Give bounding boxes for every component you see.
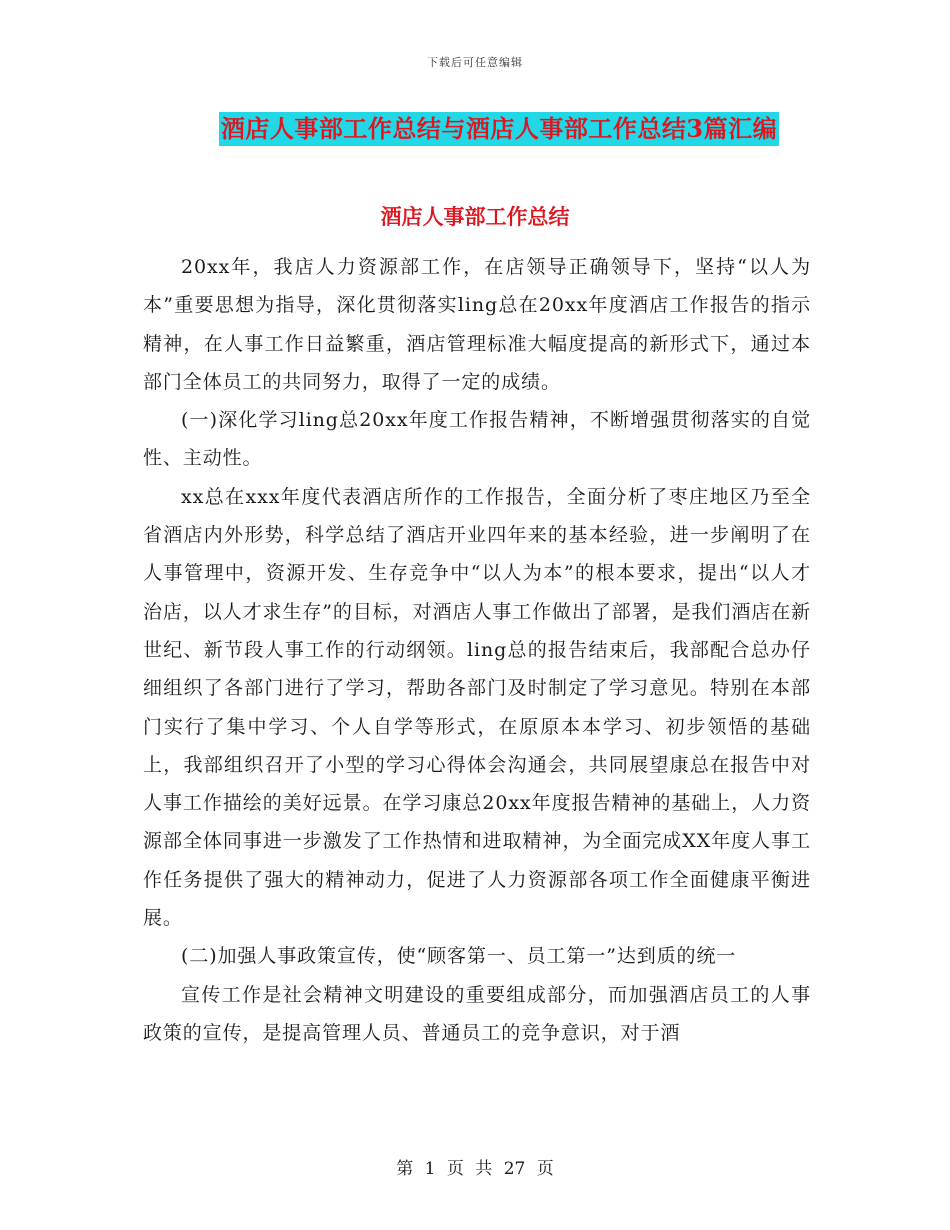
document-body <box>143 248 811 1052</box>
paragraph: (二)加强人事政策宣传，使“顾客第一、员工第一”达到质的统一 <box>181 945 737 968</box>
document-title-wrap <box>0 112 950 146</box>
page-number-footer: 第 1 页 共 27 页 <box>396 1159 554 1179</box>
header-note: 下载后可任意编辑 <box>427 56 523 69</box>
document-title: 酒店人事部工作总结与酒店人事部工作总结3篇汇编 <box>219 112 779 146</box>
paragraph: xx总在xxx年度代表酒店所作的工作报告，全面分析了枣庄地区乃至全省酒店内外形势，科学总结了酒店开业四年来的基本经验，进一步阐明了在人事管理中，资源开发、生存竞争中“以人为本”的根本要求，提出“以人才治店，以人才求生存”的目标，对酒店人事工作做出了部署，是我们酒店在新世纪、新节段人事工作的行动纲领。ling总的报告结束后，我部配合总办仔细组织了各部门进行了学习，帮助各部门及时制定了学习意见。特别在本部门实行了集中学习、个人自学等形式，在原原本本学习、初步领悟的基础上，我部组织召开了小型的学习心得体会沟通会，共同展望康总在报告中对人事工作描绘的美好远景。在学习康总20xx年度报告精神的基础上，人力资源部全体同事进一步激发了工作热情和进取精神，为全面完成XX年度人事工作任务提供了强大的精神动力，促进了人力资源部各项工作全面健康平衡进展。 <box>143 485 811 930</box>
section-title: 酒店人事部工作总结 <box>380 204 570 229</box>
paragraph: 20xx年，我店人力资源部工作，在店领导正确领导下，坚持“以人为本”重要思想为指导，深化贯彻落实ling总在20xx年度酒店工作报告的指示精神，在人事工作日益繁重，酒店管理标准大幅度提高的新形式下，通过本部门全体员工的共同努力，取得了一定的成绩。 <box>143 256 811 393</box>
paragraph: 宣传工作是社会精神文明建设的重要组成部分，而加强酒店员工的人事政策的宣传，是提高管理人员、普通员工的竞争意识，对于酒 <box>143 983 811 1044</box>
paragraph: (一)深化学习ling总20xx年度工作报告精神，不断增强贯彻落实的自觉性、主动性。 <box>143 409 811 470</box>
